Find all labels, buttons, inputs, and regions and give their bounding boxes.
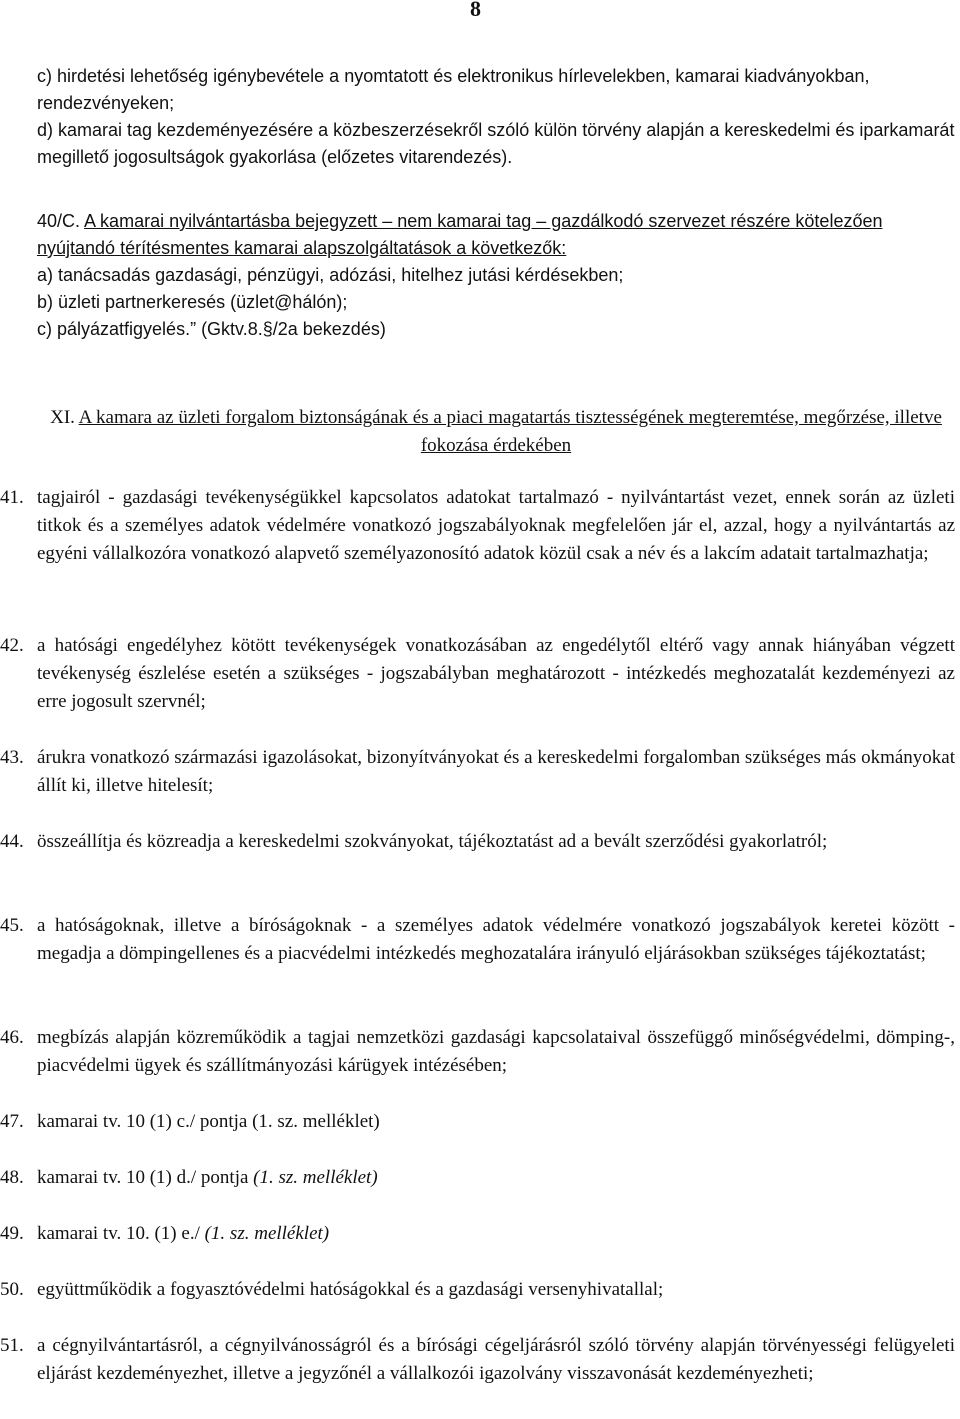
item-text: tagjairól - gazdasági tevékenységükkel kapcsolatos adatokat tartalmazó - nyilvántartást vezet, ennek során az üzleti titkok és a személyes adatok védelmére vonatkozó jogszabályoknak megfelelően jár el, azzal, hogy a nyilvántartás az egyéni vállalkozóra vonatkozó alapvető személyazonosító adatok közül csak a név és a lakcím adatait tartalmazhatja; [37, 487, 955, 564]
item-text: összeállítja és közreadja a kereskedelmi szokványokat, tájékoztatást ad a bevált szerződési gyakorlatról; [37, 831, 828, 852]
item-text: kamarai tv. 10 (1) c./ pontja (1. sz. melléklet) [37, 1111, 380, 1132]
list-item-46 [0, 1024, 955, 1080]
item-number: 48. [0, 1167, 24, 1188]
list-item-42 [0, 632, 955, 716]
section-40c-a: a) tanácsadás gazdasági, pénzügyi, adózási, hitelhez jutási kérdésekben; [37, 265, 624, 285]
list-item-45 [0, 912, 955, 968]
list-item-49 [0, 1220, 955, 1248]
item-text: a hatósági engedélyhez kötött tevékenységek vonatkozásában az engedélytől eltérő vagy annak hiányában végzett tevékenység észlelése esetén a szükséges - jogszabályban meghatározott - intézkedés meghozatalát kezdeményezi az erre jogosult szervnél; [37, 635, 955, 712]
item-number: 42. [0, 635, 24, 656]
list-item-47 [0, 1108, 955, 1136]
intro-block [37, 63, 955, 171]
list-item-51 [0, 1332, 955, 1388]
item-number: 51. [0, 1335, 24, 1356]
item-text: a hatóságoknak, illetve a bíróságoknak - a személyes adatok védelmére vonatkozó jogszabályok keretei között - megadja a dömpingellenes és a piacvédelmi intézkedés meghozatalára irányuló eljárásokban szükséges tájékoztatást; [37, 915, 955, 964]
item-number: 47. [0, 1111, 24, 1132]
heading-xi [37, 404, 955, 460]
list-item-41 [0, 484, 955, 568]
section-40c-title: A kamarai nyilvántartásba bejegyzett – nem kamarai tag – gazdálkodó szervezet részére kötelezően nyújtandó térítésmentes kamarai alapszolgáltatások a következők: [37, 211, 883, 258]
list-item-50 [0, 1276, 955, 1304]
intro-line-d: d) kamarai tag kezdeményezésére a közbeszerzésekről szóló külön törvény alapján a kereskedelmi és iparkamarát megillető jogosultságok gyakorlása (előzetes vitarendezés). [37, 120, 955, 167]
item-number: 43. [0, 747, 24, 768]
item-text: együttműködik a fogyasztóvédelmi hatóságokkal és a gazdasági versenyhivatallal; [37, 1279, 664, 1300]
item-text: megbízás alapján közreműködik a tagjai nemzetközi gazdasági kapcsolataival összefüggő minőségvédelmi, dömping-, piacvédelmi ügyek és szállítmányozási kárügyek intézésében; [37, 1027, 955, 1076]
item-number: 45. [0, 915, 24, 936]
item-number: 44. [0, 831, 24, 852]
item-number: 46. [0, 1027, 24, 1048]
item-text: a cégnyilvántartásról, a cégnyilvánosságról és a bírósági cégeljárásról szóló törvény alapján törvényességi felügyeleti eljárást kezdeményezhet, illetve a jegyzőnél a vállalkozói igazolvány visszavonását kezdeményezheti; [37, 1335, 955, 1384]
item-text: kamarai tv. 10. (1) e./ [37, 1223, 205, 1244]
section-40c-b: b) üzleti partnerkeresés (üzlet@hálón); [37, 292, 348, 312]
section-40c [37, 208, 955, 343]
list-item-43 [0, 744, 955, 800]
item-number: 41. [0, 487, 24, 508]
heading-xi-text: A kamara az üzleti forgalom biztonságának és a piaci magatartás tisztességének megteremtése, megőrzése, illetve fokozása érdekében [78, 407, 942, 456]
list-item-48 [0, 1164, 955, 1192]
item-number: 49. [0, 1223, 24, 1244]
item-text: árukra vonatkozó származási igazolásokat, bizonyítványokat és a kereskedelmi forgalomban szükséges más okmányokat állít ki, illetve hitelesít; [37, 747, 955, 796]
section-40c-label: 40/C. [37, 211, 81, 231]
intro-line-c: c) hirdetési lehetőség igénybevétele a nyomtatott és elektronikus hírlevelekben, kamarai kiadványokban, rendezvényeken; [37, 66, 870, 113]
section-40c-c: c) pályázatfigyelés.” (Gktv.8.§/2a bekezdés) [37, 319, 386, 339]
item-text-italic: (1. sz. melléklet) [253, 1167, 378, 1188]
item-text-italic: (1. sz. melléklet) [204, 1223, 330, 1244]
item-number: 50. [0, 1279, 24, 1300]
page-number: 8 [470, 0, 481, 21]
list-item-44 [0, 828, 955, 856]
item-text: kamarai tv. 10 (1) d./ pontja [37, 1167, 254, 1188]
heading-xi-label: XI. [50, 407, 75, 428]
